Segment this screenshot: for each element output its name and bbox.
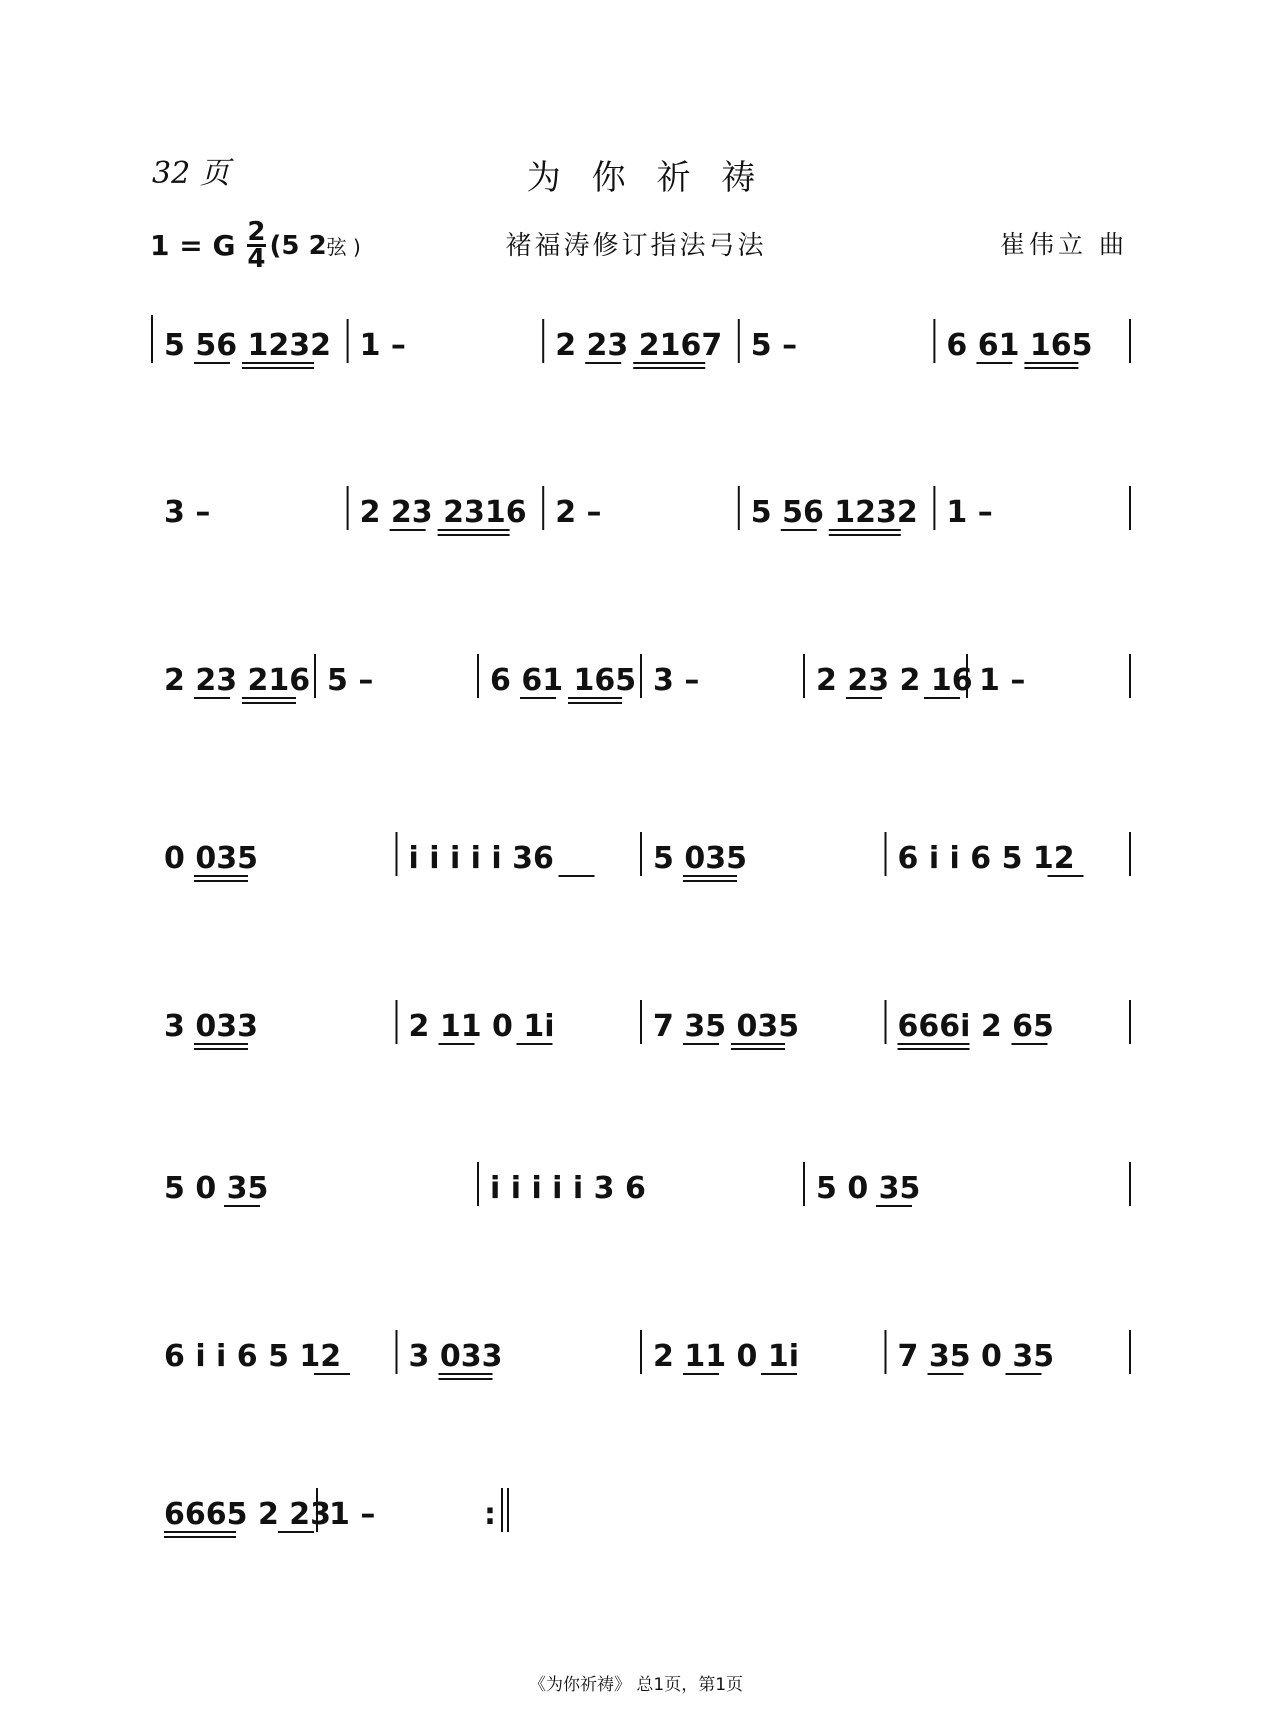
- measure-notes: 2 23 2 16: [816, 663, 973, 698]
- measure-notes: 3 033: [408, 1339, 503, 1374]
- measure-notes: 3 –: [164, 495, 211, 530]
- measure-notes: 3 –: [653, 663, 700, 698]
- measure-notes: 666i 2 65: [897, 1009, 1054, 1044]
- measure-notes: 1 –: [329, 1497, 376, 1532]
- string-tuning-open: (5: [269, 230, 300, 261]
- measure-notes: i i i i i 3 6: [490, 1171, 646, 1206]
- editor-credit: 褚福涛修订指法弓法: [505, 231, 767, 261]
- measure-notes: 0 035: [164, 841, 258, 876]
- measure-notes: 6 i i 6 5 12: [897, 841, 1075, 876]
- repeat-dots: :: [484, 1497, 496, 1532]
- measure-notes: 5 0 35: [164, 1171, 269, 1206]
- measure-notes: 5 –: [327, 663, 374, 698]
- measure-notes: 6 i i 6 5 12: [164, 1339, 342, 1374]
- measure-notes: 1 –: [979, 663, 1026, 698]
- composer-credit: 崔伟立 曲: [1000, 230, 1128, 259]
- measure-notes: 2 23 2316: [359, 495, 527, 530]
- measure-notes: 2 11 0 1i: [653, 1339, 799, 1374]
- measure-notes: 5 56 1232: [750, 495, 918, 530]
- measure-notes: 2 23 216: [164, 663, 311, 698]
- measure-notes: 7 35 035: [653, 1009, 800, 1044]
- measure-notes: 5 0 35: [816, 1171, 921, 1206]
- measure-notes: 5 56 1232: [164, 328, 332, 363]
- time-signature-bottom: 4: [247, 244, 266, 274]
- measure-notes: 5 035: [653, 841, 747, 876]
- measure-notes: 6665 2 23: [164, 1497, 332, 1532]
- song-title: 为 你 祈 祷: [526, 158, 766, 198]
- time-signature-top: 2: [247, 217, 266, 247]
- page-number: 32 页: [152, 156, 230, 191]
- string-tuning-suffix: 弦 ): [326, 234, 361, 259]
- measure-notes: 7 35 0 35: [897, 1339, 1055, 1374]
- measure-notes: 1 –: [946, 495, 993, 530]
- measure-notes: 1 –: [359, 328, 406, 363]
- measure-notes: 5 –: [750, 328, 798, 363]
- page-footer: 《为你祈祷》 总1页，第1页: [528, 1675, 744, 1695]
- string-tuning-2: 2: [308, 230, 327, 261]
- measure-notes: 2 11 0 1i: [408, 1009, 555, 1044]
- measure-notes: 2 –: [555, 495, 602, 530]
- measure-notes: 6 61 165: [490, 663, 637, 698]
- measure-notes: i i i i i 36: [408, 841, 554, 876]
- measure-notes: 6 61 165: [946, 328, 1093, 363]
- measure-notes: 2 23 2167: [555, 328, 723, 363]
- key-label: 1 = G: [150, 229, 236, 262]
- measure-notes: 3 033: [164, 1009, 258, 1044]
